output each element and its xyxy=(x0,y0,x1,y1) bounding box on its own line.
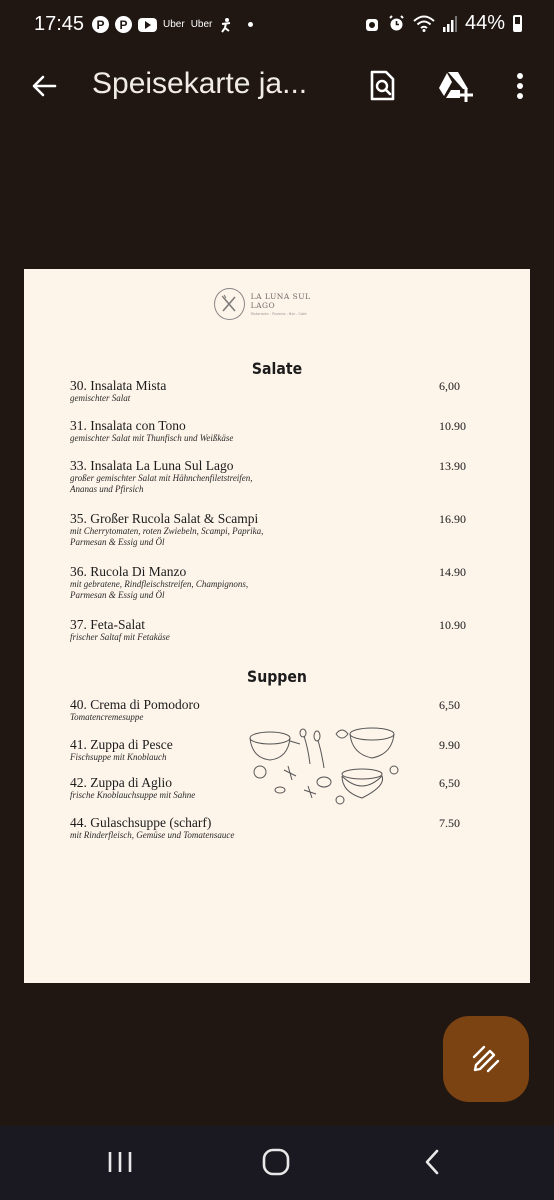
nav-back-button[interactable] xyxy=(410,1142,454,1182)
home-button[interactable] xyxy=(254,1142,298,1182)
section-title-suppen: Suppen xyxy=(247,667,307,686)
back-arrow-icon xyxy=(30,72,58,100)
back-button[interactable] xyxy=(24,66,64,106)
menu-item xyxy=(70,418,470,444)
menu-item-description: mit Cherrytomaten, roten Zwiebeln, Scampi, Paprika, xyxy=(70,526,264,536)
menu-item-name: 40. Crema di Pomodoro xyxy=(70,697,200,712)
menu-item-price: 16.90 xyxy=(439,512,466,526)
signal-icon xyxy=(443,16,457,32)
edit-fab-button[interactable] xyxy=(443,1016,529,1102)
menu-item-name: 36. Rucola Di Manzo xyxy=(70,564,187,579)
add-to-drive-button[interactable] xyxy=(435,66,475,106)
menu-item-description: großer gemischter Salat mit Hähnchenfiletstreifen, xyxy=(70,473,253,483)
menu-item-description: frische Knoblauchsuppe mit Sahne xyxy=(70,790,196,800)
status-bar xyxy=(0,0,554,54)
menu-item-name: 31. Insalata con Tono xyxy=(70,418,186,433)
clock-alarm-icon xyxy=(388,15,405,32)
status-right xyxy=(364,12,522,35)
app-bar xyxy=(0,54,554,118)
more-options-button[interactable] xyxy=(500,66,540,106)
menu-item-price: 14.90 xyxy=(439,565,466,579)
menu-item xyxy=(70,815,470,841)
logo-tagline: Ristorante - Pizzeria - Bar - Cafe xyxy=(250,312,307,316)
notification-icons xyxy=(92,16,253,33)
back-icon xyxy=(422,1148,442,1176)
menu-item-name: 30. Insalata Mista xyxy=(70,378,167,393)
menu-item-price: 6,00 xyxy=(439,379,460,393)
uber-icon: Uber xyxy=(163,19,185,30)
menu-item-description: mit gebratene, Rindfleischstreifen, Champignons, xyxy=(70,579,249,589)
find-in-page-icon xyxy=(368,70,396,102)
more-vert-icon xyxy=(516,72,524,100)
menu-item xyxy=(70,378,470,404)
menu-item xyxy=(70,697,470,723)
menu-item-description: frischer Saltaf mit Fetakäse xyxy=(70,632,170,642)
menu-item-name: 44. Gulaschsuppe (scharf) xyxy=(70,815,212,830)
menu-item-name: 35. Großer Rucola Salat & Scampi xyxy=(70,511,259,526)
menu-item xyxy=(70,511,470,548)
menu-item-price: 10.90 xyxy=(439,618,466,632)
soup-illustration xyxy=(244,724,404,808)
menu-item-description: gemischter Salat mit Thunfisch und Weißkäse xyxy=(70,433,234,443)
menu-item-description: gemischter Salat xyxy=(70,393,131,403)
pinterest-icon: P xyxy=(115,16,132,33)
menu-item-description: Fischsuppe mit Knoblauch xyxy=(70,752,167,762)
restaurant-logo xyxy=(214,283,334,325)
menu-item-description: Parmesan & Essig und Öl xyxy=(70,590,165,600)
logo-name: LA LUNA SUL LAGO xyxy=(250,292,311,310)
dot-icon xyxy=(248,22,253,27)
battery-percent: 44% xyxy=(464,12,505,34)
add-to-drive-icon xyxy=(437,70,473,102)
find-in-page-button[interactable] xyxy=(362,66,402,106)
youtube-icon xyxy=(138,18,157,32)
menu-item-price: 6,50 xyxy=(439,698,460,712)
uber-icon: Uber xyxy=(190,19,213,30)
menu-item-description: mit Rinderfleisch, Gemüse und Tomatensauce xyxy=(70,830,235,840)
menu-item-price: 7.50 xyxy=(439,816,460,830)
fork-knife-icon xyxy=(214,288,245,320)
document-title: Speisekarte ja... xyxy=(92,67,308,100)
menu-item-name: 41. Zuppa di Pesce xyxy=(70,737,173,752)
recent-apps-icon xyxy=(107,1150,133,1174)
menu-item-price: 9.90 xyxy=(439,738,460,752)
battery-icon xyxy=(513,15,522,32)
menu-item-price: 13.90 xyxy=(439,459,466,473)
accessibility-icon xyxy=(218,17,234,33)
document-page[interactable] xyxy=(24,269,530,983)
wifi-icon xyxy=(413,15,435,32)
menu-item-description: Tomatencremesuppe xyxy=(70,712,144,722)
menu-item xyxy=(70,617,470,643)
menu-item-price: 6,50 xyxy=(439,776,460,790)
section-title-salate: Salate xyxy=(251,359,303,378)
edit-pen-icon xyxy=(470,1043,502,1075)
menu-item-description: Parmesan & Essig und Öl xyxy=(70,537,165,547)
menu-item-name: 37. Feta-Salat xyxy=(70,617,145,632)
menu-item xyxy=(70,458,470,495)
menu-item-name: 42. Zuppa di Aglio xyxy=(70,775,172,790)
menu-item-name: 33. Insalata La Luna Sul Lago xyxy=(70,458,234,473)
menu-item-price: 10.90 xyxy=(439,419,466,433)
pinterest-icon: P xyxy=(92,16,109,33)
status-time: 17:45 xyxy=(34,13,85,35)
recent-apps-button[interactable] xyxy=(98,1142,142,1182)
menu-item-description: Ananas und Pfirsich xyxy=(70,484,144,494)
alarm-icon xyxy=(364,16,380,32)
system-nav-bar xyxy=(0,1126,554,1200)
menu-item xyxy=(70,564,470,601)
home-icon xyxy=(261,1147,291,1177)
